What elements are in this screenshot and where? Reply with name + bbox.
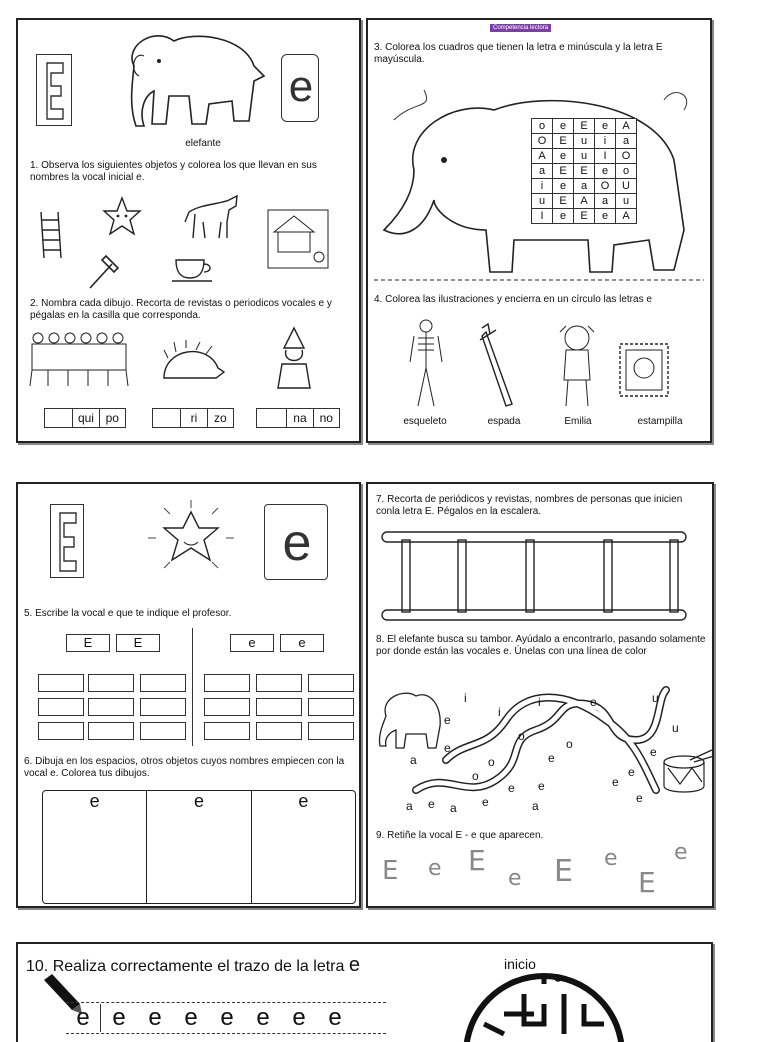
blank-cell[interactable]	[153, 409, 181, 427]
circular-maze-icon[interactable]	[444, 974, 644, 1034]
syllable-cell: na	[287, 409, 313, 427]
maze-letter[interactable]: e	[482, 795, 489, 809]
dwarf-icon	[264, 324, 324, 394]
syllable-cell: zo	[213, 411, 227, 425]
grid-cell[interactable]: e	[595, 164, 616, 179]
maze-letter[interactable]: i	[498, 705, 501, 719]
maze-letter[interactable]: i	[464, 691, 467, 705]
write-box[interactable]	[204, 674, 250, 692]
sun-icon	[146, 498, 236, 578]
maze-letter[interactable]: e	[508, 781, 515, 795]
grid-cell[interactable]: A	[616, 119, 637, 134]
write-box[interactable]	[38, 674, 84, 692]
question-3: 3. Colorea los cuadros que tienen la letra e minúscula y la letra E mayúscula.	[374, 42, 663, 65]
girl-emilia-icon	[552, 320, 602, 410]
maze-letter[interactable]: e	[636, 791, 643, 805]
drawing-cell-3[interactable]	[252, 791, 355, 903]
syllable-cell: ri	[181, 409, 207, 427]
e-stroke-guide-icon	[51, 505, 85, 579]
trace-letter[interactable]: e	[292, 1004, 306, 1031]
grid-cell[interactable]: O	[532, 134, 553, 149]
grid-cell[interactable]: e	[553, 119, 574, 134]
grid-row	[532, 179, 637, 194]
trace-letter[interactable]: E	[554, 854, 573, 889]
maze-letter[interactable]: e	[548, 751, 555, 765]
grid-cell[interactable]: o	[616, 164, 637, 179]
trace-letter[interactable]: E	[382, 856, 399, 886]
write-box[interactable]	[256, 698, 302, 716]
syllable-cell: po	[105, 411, 119, 425]
trace-letter[interactable]: e	[604, 846, 618, 871]
postage-stamp-icon	[616, 340, 672, 400]
maze-letter[interactable]: a	[406, 799, 413, 813]
question-1: 1. Observa los siguientes objetos y colorea los que llevan en sus nombres la vocal inicial e.	[30, 160, 317, 183]
lowercase-e-card	[281, 54, 319, 122]
write-box[interactable]	[204, 722, 250, 740]
grid-row	[532, 194, 637, 209]
question-6: 6. Dibuja en los espacios, otros objetos cuyos nombres empiecen con la vocal e. Colorea tus dibujos.	[24, 756, 345, 779]
question-10-letter: e	[348, 954, 360, 976]
grid-cell[interactable]: I	[595, 149, 616, 164]
grid-cell[interactable]: I	[532, 209, 553, 224]
maze-letter[interactable]: u	[652, 691, 659, 705]
grid-cell[interactable]: E	[574, 119, 595, 134]
write-box[interactable]	[38, 722, 84, 740]
item-label-emilia: Emilia	[564, 416, 592, 427]
grid-cell[interactable]: u	[574, 149, 595, 164]
maze-letter[interactable]: a	[532, 799, 539, 813]
grid-cell[interactable]: A	[532, 149, 553, 164]
trace-letter-model: e	[66, 1004, 101, 1032]
worksheet-panel-5	[16, 942, 713, 1042]
sword-icon	[476, 322, 516, 412]
trace-row[interactable]	[66, 1002, 386, 1034]
grid-cell[interactable]: e	[553, 149, 574, 164]
maze-letter[interactable]: a	[450, 801, 457, 815]
question-4: 4. Colorea las ilustraciones y encierra en un círculo las letras e	[374, 294, 652, 305]
blank-cell[interactable]	[257, 409, 287, 427]
trace-letter[interactable]: e	[148, 1004, 162, 1031]
question-8: 8. El elefante busca su tambor. Ayúdalo a encontrarlo, pasando solamente por donde están las vocales e. Únelas con una línea de color	[376, 634, 706, 657]
maze-letter[interactable]: a	[410, 753, 417, 767]
write-box[interactable]	[308, 698, 354, 716]
lowercase-e-card	[264, 504, 328, 580]
hedgehog-icon	[158, 338, 228, 388]
grid-cell[interactable]: E	[553, 194, 574, 209]
write-box[interactable]	[256, 722, 302, 740]
grid-cell[interactable]: o	[532, 119, 553, 134]
trace-letter[interactable]: e	[112, 1004, 126, 1031]
grid-cell[interactable]: a	[616, 134, 637, 149]
maze-letter[interactable]: o	[472, 769, 479, 783]
ladder-icon[interactable]	[380, 526, 690, 626]
maze-letter[interactable]: e	[612, 775, 619, 789]
sample-lowercase-e-2: e	[280, 634, 324, 652]
drawing-cell-2[interactable]	[147, 791, 251, 903]
drum-icon	[660, 750, 716, 796]
write-box[interactable]	[256, 674, 302, 692]
grid-cell[interactable]: O	[595, 179, 616, 194]
trace-letter[interactable]: e	[220, 1004, 234, 1031]
grid-cell[interactable]: E	[553, 134, 574, 149]
grid-row	[532, 149, 637, 164]
grid-cell[interactable]: E	[553, 164, 574, 179]
teacup-icon	[172, 254, 216, 284]
question-9: 9. Retiñe la vocal E - e que aparecen.	[376, 830, 544, 841]
word-fill-box-1[interactable]	[44, 408, 126, 428]
grid-cell[interactable]: a	[532, 164, 553, 179]
trace-letter[interactable]: e	[184, 1004, 198, 1031]
item-label-espada: espada	[487, 416, 521, 427]
maze-letter[interactable]: e	[428, 797, 435, 811]
maze-letter[interactable]: e	[628, 765, 635, 779]
grid-cell[interactable]: u	[616, 194, 637, 209]
skeleton-icon	[406, 318, 446, 408]
maze-letter[interactable]: o	[488, 755, 495, 769]
write-box[interactable]	[38, 698, 84, 716]
maze-letter[interactable]: e	[444, 713, 451, 727]
question-7: 7. Recorta de periódicos y revistas, nombres de personas que inicien conla letra E. Pégalos en la escalera.	[376, 494, 683, 517]
write-box[interactable]	[140, 674, 186, 692]
write-box[interactable]	[308, 674, 354, 692]
question-2: 2. Nombra cada dibujo. Recorta de revistas o periodicos vocales e y pégalas en la casilla que corresponda.	[30, 298, 332, 321]
grid-cell[interactable]: a	[574, 179, 595, 194]
maze-start-label: inicio	[504, 956, 536, 972]
grid-cell[interactable]: e	[595, 209, 616, 224]
trace-letter[interactable]: E	[638, 866, 656, 899]
syllable-cell: qui	[73, 409, 99, 427]
sample-uppercase-e-1: E	[66, 634, 110, 652]
write-box[interactable]	[140, 722, 186, 740]
trace-letter[interactable]: e	[508, 866, 522, 891]
grid-cell[interactable]: u	[532, 194, 553, 209]
grid-cell[interactable]: E	[574, 209, 595, 224]
maze-letter[interactable]: e	[590, 695, 597, 709]
uppercase-e-card	[50, 504, 84, 578]
maze-letter[interactable]: e	[650, 745, 657, 759]
grid-cell[interactable]: E	[574, 164, 595, 179]
maze-letter[interactable]: o	[566, 737, 573, 751]
grid-cell[interactable]: e	[595, 119, 616, 134]
worksheet-panel-3	[16, 482, 361, 908]
team-players-icon	[28, 330, 132, 390]
maze-letter[interactable]: e	[444, 741, 451, 755]
elephant-caption: elefante	[185, 138, 221, 149]
grid-cell[interactable]: O	[616, 149, 637, 164]
grid-cell[interactable]: e	[553, 209, 574, 224]
letter-grid	[531, 118, 637, 224]
maze-letter[interactable]: u	[672, 721, 679, 735]
write-box[interactable]	[88, 698, 134, 716]
maze-letter[interactable]: o	[518, 729, 525, 743]
question-10-text: 10. Realiza correctamente el trazo de la letra	[26, 958, 345, 975]
trace-letter[interactable]: e	[256, 1004, 270, 1031]
worksheet-panel-4	[366, 482, 714, 908]
drawing-cell-head: e	[298, 791, 309, 811]
grid-cell[interactable]: e	[553, 179, 574, 194]
column-divider	[192, 628, 193, 746]
lowercase-e-glyph: e	[282, 514, 312, 572]
write-box[interactable]	[88, 674, 134, 692]
lowercase-e-glyph: e	[288, 62, 314, 111]
drawing-cell-head: e	[89, 791, 100, 811]
write-box[interactable]	[308, 722, 354, 740]
grid-row	[532, 164, 637, 179]
write-box[interactable]	[88, 722, 134, 740]
word-fill-box-3[interactable]	[256, 408, 340, 428]
drawing-cell-1[interactable]	[43, 791, 147, 903]
elephant-icon	[114, 26, 274, 136]
grid-cell[interactable]: a	[595, 194, 616, 209]
horse-icon	[181, 192, 241, 242]
e-stroke-guide-icon	[37, 55, 73, 127]
maze-letter[interactable]: e	[538, 779, 545, 793]
grid-cell[interactable]: i	[532, 179, 553, 194]
trace-letter[interactable]: E	[468, 844, 486, 877]
grid-cell[interactable]: A	[574, 194, 595, 209]
grid-cell[interactable]: U	[616, 179, 637, 194]
write-box[interactable]	[140, 698, 186, 716]
syllable-cell: no	[319, 411, 333, 425]
farm-scene-icon	[264, 202, 334, 272]
write-box[interactable]	[204, 698, 250, 716]
item-label-estampilla: estampilla	[637, 416, 683, 427]
sample-lowercase-e-1: e	[230, 634, 274, 652]
grid-row	[532, 119, 637, 134]
star-icon	[102, 196, 142, 236]
axe-icon	[86, 252, 122, 292]
ladder-icon	[36, 210, 66, 260]
sample-uppercase-e-2: E	[116, 634, 160, 652]
uppercase-e-card	[36, 54, 72, 126]
worksheet-panel-2	[366, 18, 712, 443]
grid-cell[interactable]: i	[595, 134, 616, 149]
worksheet-panel-1	[16, 18, 361, 443]
drawing-cell-head: e	[193, 791, 204, 811]
item-label-esqueleto: esqueleto	[403, 416, 447, 427]
question-5: 5. Escribe la vocal e que te indique el profesor.	[24, 608, 232, 619]
drawing-area	[42, 790, 356, 904]
maze-letter[interactable]: i	[538, 695, 541, 709]
trace-letter[interactable]: e	[674, 840, 688, 865]
competencia-badge: Competencia lectora	[490, 24, 551, 32]
trace-letter[interactable]: e	[428, 856, 442, 881]
grid-row	[532, 209, 637, 224]
grid-cell[interactable]: u	[574, 134, 595, 149]
word-fill-box-2[interactable]	[152, 408, 234, 428]
grid-cell[interactable]: A	[616, 209, 637, 224]
grid-row	[532, 134, 637, 149]
trace-letter[interactable]: e	[328, 1004, 342, 1031]
blank-cell[interactable]	[45, 409, 73, 427]
